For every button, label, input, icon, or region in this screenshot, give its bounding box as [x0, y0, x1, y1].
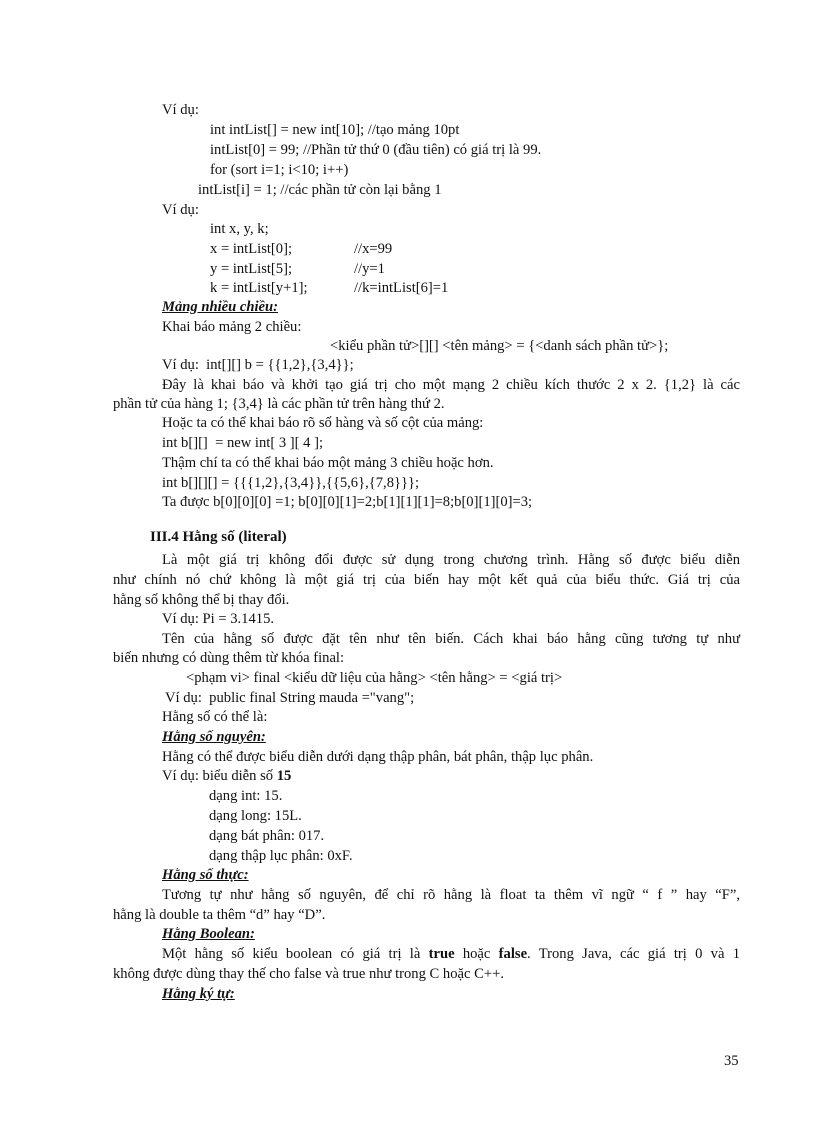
code-line: int b[][][] = {{{1,2},{3,4}},{{5,6},{7,8}}};: [162, 475, 420, 491]
code-line: int intList[] = new int[10]; //tạo mảng 10pt: [210, 122, 460, 138]
list-item: dạng int: 15.: [209, 788, 283, 804]
text: Một hằng số kiểu boolean có giá trị là: [162, 946, 429, 962]
example-number: 15: [276, 768, 292, 784]
example-line: Ví dụ: int[][] b = {{1,2},{3,4}};: [162, 357, 354, 373]
paragraph-line: Là một giá trị không đổi được sử dụng trong chương trình. Hằng số được biểu diễn: [162, 552, 740, 568]
section-heading: Mảng nhiều chiều:: [162, 299, 278, 315]
code-comment: //x=99: [354, 241, 393, 257]
code-line: int x, y, k;: [210, 221, 269, 237]
example-line: [162, 767, 291, 786]
text-line: Hằng có thể được biểu diễn dưới dạng thập phân, bát phân, thập lục phân.: [162, 749, 594, 765]
list-item: dạng long: 15L.: [209, 808, 302, 824]
paragraph-line: Tương tự như hằng số nguyên, để chỉ rõ hằng là float ta thêm vĩ ngữ “ f ” hay “F”,: [162, 887, 740, 903]
subsection-heading: Hằng Boolean:: [162, 926, 255, 942]
text-line: Thậm chí ta có thể khai báo một mảng 3 chiều hoặc hơn.: [162, 455, 494, 471]
example-label: Ví dụ:: [162, 102, 199, 118]
subsection-heading: Hằng số thực:: [162, 867, 249, 883]
syntax-line: <phạm vi> final <kiểu dữ liệu của hằng> <tên hằng> = <giá trị>: [186, 670, 563, 686]
paragraph-line: [162, 945, 740, 964]
code-comment: //k=intList[6]=1: [354, 280, 449, 296]
paragraph-line: Đây là khai báo và khởi tạo giá trị cho một mạng 2 chiều kích thước 2 x 2. {1,2} là các: [162, 377, 740, 393]
paragraph-line: hằng là double ta thêm “d” hay “D”.: [113, 907, 326, 923]
text-line: Hoặc ta có thể khai báo rõ số hàng và số cột của mảng:: [162, 415, 484, 431]
keyword-false: false: [498, 946, 528, 962]
text: . Trong Java, các giá trị 0 và 1: [527, 946, 740, 962]
code-line: intList[i] = 1; //các phần tử còn lại bằng 1: [198, 182, 442, 198]
subsection-heading: Hằng số nguyên:: [162, 729, 266, 745]
paragraph-line: phần tử của hàng 1; {3,4} là các phần tử trên hàng thứ 2.: [113, 396, 445, 412]
paragraph-line: như chính nó chứ không là một giá trị của biến hay một kết quả của biểu thức. Giá trị của: [113, 572, 740, 588]
paragraph-line: Tên của hằng số được đặt tên như tên biến. Cách khai báo hằng cũng tương tự như: [162, 631, 740, 647]
code-line: intList[0] = 99; //Phần tử thứ 0 (đầu tiên) có giá trị là 99.: [210, 142, 542, 158]
example-line: Ví dụ: public final String mauda ="vang";: [165, 690, 415, 706]
text-line: Hằng số có thể là:: [162, 709, 268, 725]
subsection-heading: Hằng ký tự:: [162, 986, 235, 1002]
paragraph-line: biến nhưng có dùng thêm từ khóa final:: [113, 650, 345, 666]
list-item: dạng bát phân: 017.: [209, 828, 325, 844]
text: hoặc: [454, 946, 499, 962]
code-comment: //y=1: [354, 261, 385, 277]
example-text: Ví dụ: biểu diễn số: [162, 768, 277, 784]
keyword-true: true: [428, 946, 455, 962]
text-line: Khai báo mảng 2 chiều:: [162, 319, 302, 335]
list-item: dạng thập lục phân: 0xF.: [209, 848, 353, 864]
example-line: Ví dụ: Pi = 3.1415.: [162, 611, 275, 627]
code-line: x = intList[0];: [210, 241, 293, 257]
section-title: III.4 Hằng số (literal): [150, 529, 287, 545]
paragraph-line: hằng số không thể bị thay đổi.: [113, 592, 290, 608]
code-line: y = intList[5];: [210, 261, 293, 277]
code-line: Ta được b[0][0][0] =1; b[0][0][1]=2;b[1][1][1]=8;b[0][1][0]=3;: [162, 494, 533, 510]
paragraph-line: không được dùng thay thế cho false và true như trong C hoặc C++.: [113, 966, 504, 982]
example-label: Ví dụ:: [162, 202, 199, 218]
code-line: int b[][] = new int[ 3 ][ 4 ];: [162, 435, 324, 451]
code-line: for (sort i=1; i<10; i++): [210, 162, 349, 178]
syntax-line: <kiểu phần tử>[][] <tên mảng> = {<danh sách phần tử>};: [330, 338, 669, 354]
page-number: 35: [724, 1053, 739, 1069]
code-line: k = intList[y+1];: [210, 280, 308, 296]
